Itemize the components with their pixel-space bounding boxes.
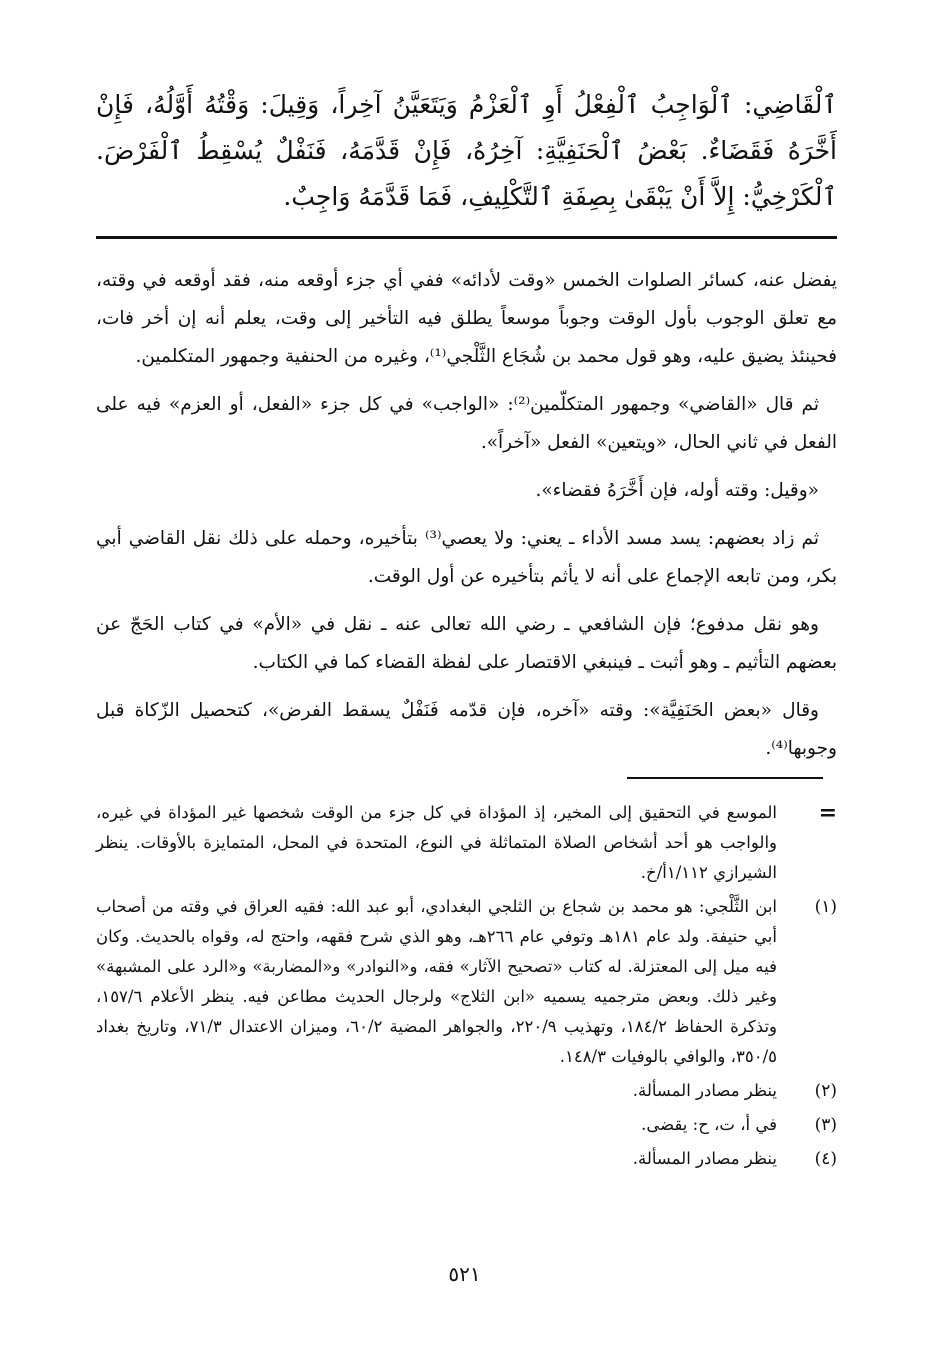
footnote-item bbox=[96, 1076, 837, 1110]
footnote-item bbox=[96, 1110, 837, 1144]
page-number: ٥٢١ bbox=[448, 1262, 481, 1286]
commentary-paragraph: ثم زاد بعضهم: يسد مسد الأداء ـ يعني: ولا يعصي⁽³⁾ بتأخيره، وحمله على ذلك نقل القاضي أبي بكر، ومن تابعه الإجماع على أنه لا يأثم بتأخيره عن أول الوقت. bbox=[96, 528, 837, 587]
commentary-paragraph: يفضل عنه، كسائر الصلوات الخمس «وقت لأدائه» ففي أي جزء أوقعه منه، فقد أوقعه في وقته، مع تعلق الوجوب بأول الوقت وجوباً موسعاً يطلق فيه التأخير إلى وقت، يعلم أنه إن أخر فات، فحينئذ يضيق عليه، وهو قول محمد بن شُجَاع الثَّلْجي⁽¹⁾، وغيره من الحنفية وجمهور المتكلمين. bbox=[96, 270, 837, 367]
footnote-marker: (٣) bbox=[814, 1115, 837, 1135]
commentary-paragraph: وهو نقل مدفوع؛ فإن الشافعي ـ رضي الله تعالى عنه ـ نقل في «الأم» في كتاب الحَجّ عن بعضهم التأثيم ـ وهو أثبت ـ فينبغي الاقتصار على لفظة القضاء كما في الكتاب. bbox=[96, 614, 837, 673]
footnote-text: في أ، ت، ح: يقضى. bbox=[641, 1115, 777, 1134]
footnote-item bbox=[96, 1144, 837, 1178]
commentary bbox=[96, 262, 837, 778]
footnote-separator bbox=[627, 777, 823, 779]
commentary-paragraph: وقال «بعض الحَنَفِيَّة»: وقته «آخره، فإن قدّمه فَنَفْلٌ يسقط الفرض»، كتحصيل الزّكاة قبل وجوبها⁽⁴⁾. bbox=[96, 700, 837, 759]
footnotes bbox=[96, 798, 837, 1178]
footnote-text: ينظر مصادر المسألة. bbox=[632, 1081, 777, 1100]
footnote-text: ابن الثَّلْجي: هو محمد بن شجاع بن الثلجي البغدادي، أبو عبد الله: فقيه العراق في وقته من أصحاب أبي حنيفة. ولد عام ١٨١هـ وتوفي عام ٢٦٦هـ، وهو الذي شرح فقهه، واحتج له، وقواه بالحديث. وكان فيه ميل إلى المعتزلة. له كتاب «تصحيح الآثار» فقه، و«النوادر» و«المضاربة» و«الرد على المشبهة» وغير ذلك. وبعض مترجميه يسميه «ابن الثلاج» ولرجال الحديث مطاعن فيه. ينظر الأعلام ١٥٧/٦، وتذكرة الحفاظ ١٨٤/٢، وتهذيب ٢٢٠/٩، والجواهر المضية ٦٠/٢، وميزان الاعتدال ٧١/٣، وتاريخ بغداد ٣٥٠/٥، والوافي بالوفيات ١٤٨/٣. bbox=[96, 897, 778, 1066]
footnote-marker: (٢) bbox=[814, 1081, 837, 1101]
footnote-marker: (٤) bbox=[814, 1149, 837, 1169]
footnote-marker: = bbox=[818, 800, 837, 826]
footnote-text: ينظر مصادر المسألة. bbox=[632, 1149, 777, 1168]
commentary-paragraph: «وقيل: وقته أوله، فإن أَخَّرَهُ فقضاء». bbox=[535, 480, 819, 501]
matn-text: ٱلْقَاضِي: ٱلْوَاجِبُ ٱلْفِعْلُ أَوِ ٱلْعَزْمُ وَيَتَعَيَّنُ آخِراً، وَقِيلَ: وَقْتُهُ أَوَّلُهُ، فَإِنْ أَخَّرَهُ فَقَضَاءٌ. بَعْضُ ٱلْحَنَفِيَّةِ: آخِرُهُ، فَإِنْ قَدَّمَهُ، فَنَفْلٌ يُسْقِطُ ٱلْفَرْضَ. ٱلْكَرْخِيُّ: إِلاَّ أَنْ يَبْقَىٰ بِصِفَةِ ٱلتَّكْلِيفِ، فَمَا قَدَّمَهُ وَاجِبٌ. bbox=[96, 90, 837, 211]
footnote-item bbox=[96, 798, 837, 892]
footnote-text: الموسع في التحقيق إلى المخير، إذ المؤداة في كل جزء من الوقت شخصها غير المؤداة في غيره، والواجب هو أحد أشخاص الصلاة المتماثلة في النوع، المتحدة في المحل، المتمايزة بالأوقات. ينظر الشيرازي ١/١١٢أ/خ. bbox=[96, 803, 777, 882]
commentary-paragraph: ثم قال «القاضي» وجمهور المتكلّمين⁽²⁾: «الواجب» في كل جزء «الفعل، أو العزم» فيه على الفعل في ثاني الحال، «ويتعين» الفعل «آخراً». bbox=[96, 394, 837, 453]
footnote-marker: (١) bbox=[814, 897, 837, 917]
matn-divider bbox=[96, 236, 837, 239]
footnote-item bbox=[96, 892, 837, 1076]
